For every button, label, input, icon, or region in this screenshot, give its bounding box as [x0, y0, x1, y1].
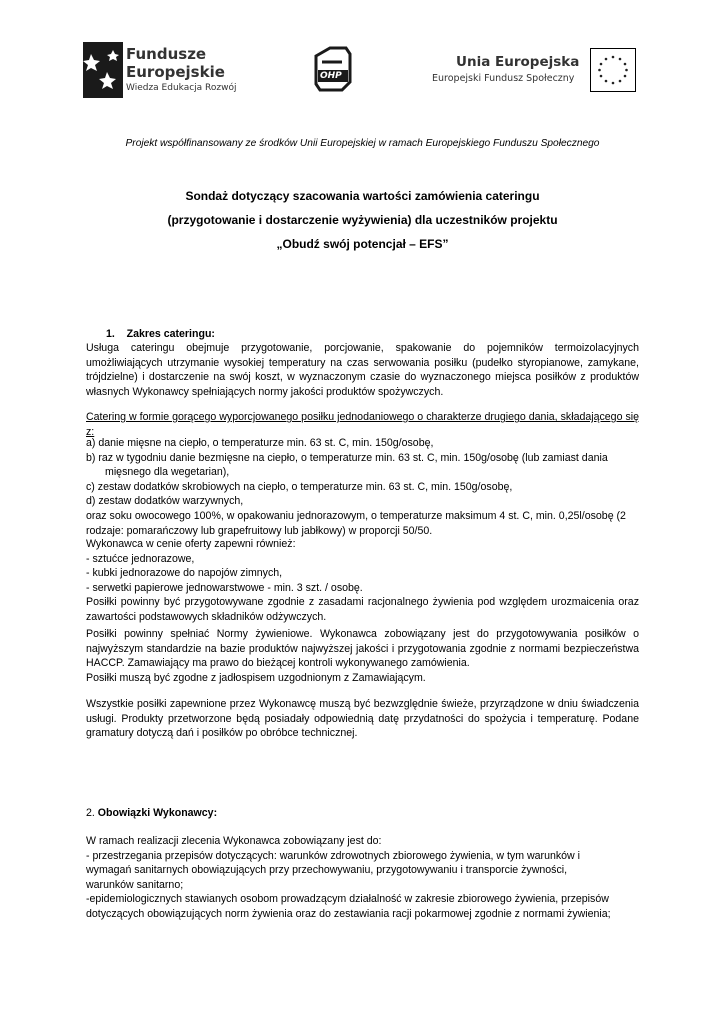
menu-text: Posiłki muszą być zgodne z jadłospisem uzgodnionym z Zamawiającym.	[86, 671, 426, 684]
title-line1: Sondaż dotyczący szacowania wartości zamówienia cateringu	[185, 189, 540, 203]
section2-item: - przestrzegania przepisów dotyczących: warunków zdrowotnych zbiorowego żywienia, w tym warunków i wymagań sanitarnych obowiązujących przy przechowywaniu, przygotowywaniu i transporcie żywności, warunków sanitarno;	[86, 849, 580, 891]
fe-logo-line2: Europejskie	[126, 63, 225, 81]
price-item: - kubki jednorazowe do napojów zimnych,	[86, 567, 283, 580]
juice-text: oraz soku owocowego 100%, w opakowaniu jednorazowym, o temperaturze maksimum 4 st. C, min. 0,25l/osobę (2 rodzaje: pomarańczowy lub grapefruitowy lub jabłkowy) w proporcji 50/50.	[86, 509, 626, 537]
fresh-text: Wszystkie posiłki zapewnione przez Wykonawcę muszą być bezwzględnie świeże, przyrządzone w dniu świadczenia usługi. Produkty przetworzone będą posiadały odpowiednią datę przydatności do spożycia i temperaturę. Podane gramatury dotyczą dań i posiłków po obróbce technicznej.	[86, 698, 639, 740]
fe-logo-line3: Wiedza Edukacja Rozwój	[126, 83, 237, 93]
section2-item: -epidemiologicznych stawianych osobom prowadzącym działalność w zakresie zbiorowego żywienia, przepisów dotyczących obowiązujących norm żywienia oraz do zestawiania racji pokarmowej zgodnie z normami żywienia;	[86, 893, 611, 920]
eu-flag-icon	[590, 48, 636, 92]
section2-body	[86, 834, 639, 922]
ohp-logo-text: OHP	[320, 71, 342, 81]
norms-text: Posiłki powinny spełniać Normy żywieniowe. Wykonawca zobowiązany jest do przygotowywania posiłków o najwyższym standardzie na bazie produktów najwyższej jakości i przygotowania zgodnie z normami bezpieczeństwa HACCP. Zamawiający ma prawo do bieżącej kontroli wykonywanego zamówienia.	[86, 628, 639, 670]
section1-number: 1.	[106, 328, 115, 340]
section1-heading	[106, 327, 215, 342]
price-item: - serwetki papierowe jednowarstwowe - min. 3 szt. / osobę.	[86, 581, 363, 594]
price-block	[86, 537, 639, 625]
catering-item-d: d) zestaw dodatków warzywnych,	[86, 495, 244, 508]
section1-title: Zakres cateringu:	[126, 328, 215, 340]
catering-item-c: c) zestaw dodatków skrobiowych na ciepło, o temperaturze min. 63 st. C, min. 150g/osobę,	[86, 480, 513, 493]
catering-heading: Catering w formie gorącego wyporcjowanego posiłku jednodaniowego o charakterze drugiego dania, składającego się z:	[86, 411, 639, 438]
price-intro: Wykonawca w cenie oferty zapewni również:	[86, 538, 296, 550]
catering-items	[86, 436, 639, 538]
section2-intro: W ramach realizacji zlecenia Wykonawca zobowiązany jest do:	[86, 835, 382, 847]
ue-logo-subtitle: Europejski Fundusz Społeczny	[432, 73, 575, 84]
section2-number: 2.	[86, 807, 95, 819]
norms-block	[86, 627, 639, 685]
fe-stars-icon	[83, 42, 125, 98]
catering-item-a: a) danie mięsne na ciepło, o temperaturze min. 63 st. C, min. 150g/osobę,	[86, 437, 434, 449]
price-item: - sztućce jednorazowe,	[86, 552, 195, 565]
catering-item-b: b) raz w tygodniu danie bezmięsne na ciepło, o temperaturze min. 63 st. C, min. 150g/osobę (lub zamiast dania mięsnego dla wegetarian),	[86, 451, 608, 479]
ue-logo	[430, 48, 640, 94]
ohp-logo	[312, 46, 354, 92]
fe-logo	[83, 42, 253, 98]
title-line3: „Obudź swój potencjał – EFS”	[276, 237, 449, 251]
section2-title: Obowiązki Wykonawcy:	[97, 807, 218, 819]
ohp-logo-icon	[312, 46, 354, 92]
ue-logo-title: Unia Europejska	[456, 54, 580, 70]
section1-intro: Usługa cateringu obejmuje przygotowanie, porcjowanie, spakowanie do pojemników termoizolacyjnych umożliwiających utrzymanie wysokiej temperatury na czas serwowania posiłku (pudełko styropianowe, zamykane, trójdzielne) i dostarczenie na swój koszt, w wyznaczonym czasie do wyznaczonego miejsca posiłków z produktów własnych Wykonawcy spełniających normy jakości produktów spożywczych.	[86, 342, 639, 398]
title-line2: (przygotowanie i dostarczenie wyżywienia) dla uczestników projektu	[167, 213, 558, 227]
section2-heading	[86, 806, 217, 821]
rules-text: Posiłki powinny być przygotowywane zgodnie z zasadami racjonalnego żywienia pod względem urozmaicenia oraz zawartości podstawowych składników odżywczych.	[86, 596, 639, 623]
cofinanced-note: Projekt współfinansowany ze środków Unii Europejskiej w ramach Europejskiego Funduszu Społecznego	[125, 138, 600, 149]
fe-logo-line1: Fundusze	[126, 45, 207, 63]
